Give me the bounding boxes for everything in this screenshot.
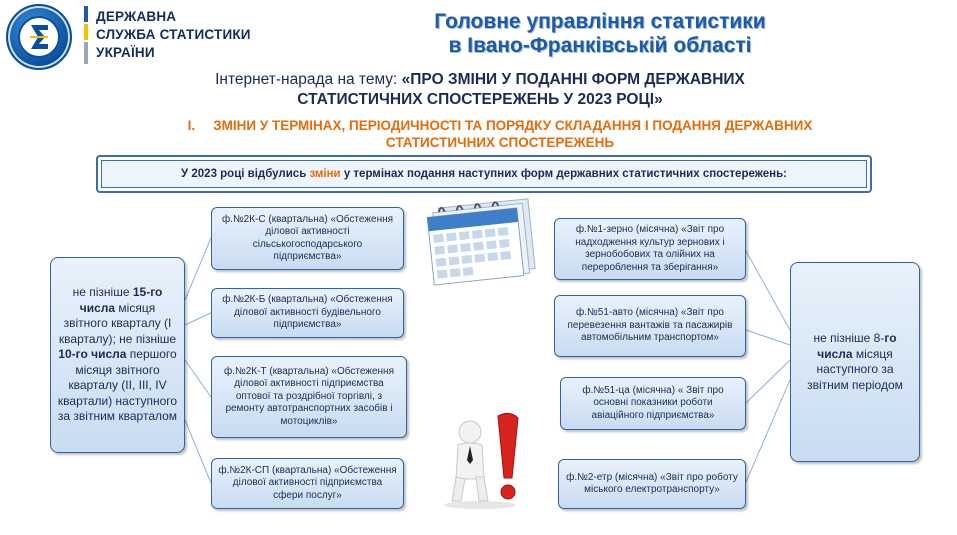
banner-text-after: у термінах подання наступних форм державних статистичних спостережень:: [340, 168, 787, 180]
calendar-icon: [420, 196, 545, 286]
title-line-2: СТАТИСТИЧНИХ СПОСТЕРЕЖЕНЬ У 2023 РОЦІ»: [297, 91, 663, 108]
form-box-text: ф.№2-етр (місячна) «Звіт про роботу міського електротранспорту»: [566, 471, 738, 495]
connector-line: [185, 360, 211, 397]
deadline-text: місяця звітного кварталу (І кварталу); не пізніше: [58, 300, 177, 346]
form-box-2k-s: [211, 207, 404, 270]
form-box-text: ф.№51-авто (місячна) «Звіт про перевезення вантажів та пасажирів автомобільним транспортом»: [567, 307, 733, 344]
form-box-text: ф.№1-зерно (місячна) «Звіт про надходження культур зернових і зернобобових та олійних на перероблення та зберігання»: [575, 224, 725, 273]
section-line-2: СТАТИСТИЧНИХ СПОСТЕРЕЖЕНЬ: [385, 135, 615, 150]
deadline-text: першого місяця звітного кварталу (ІІ, ІІІ, IV квартали) наступного за звітним кварталом: [57, 347, 178, 424]
connector-line: [746, 330, 790, 345]
department-line: в Івано-Франківській області: [448, 34, 752, 57]
title-prefix: Інтернет-нарада на тему:: [215, 71, 402, 88]
banner-text-before: У 2023 році відбулись: [181, 168, 310, 180]
form-box-51-tsa: [560, 377, 746, 430]
form-box-51-avto: [554, 295, 746, 357]
deadline-day: го числа: [817, 331, 897, 361]
agency-line: СЛУЖБА СТАТИСТИКИ: [96, 27, 251, 42]
deadline-day: 15-го числа: [79, 285, 163, 315]
form-box-text: ф.№2К-СП (квартальна) «Обстеження ділової активності підприємства сфери послуг»: [218, 464, 397, 501]
deadline-day: 10-го числа: [58, 347, 127, 362]
deadline-text: місяця наступного за звітним періодом: [807, 346, 903, 392]
form-box-1-zerno: [554, 218, 746, 280]
connector-line: [746, 251, 790, 330]
section-line-1: ЗМІНИ У ТЕРМІНАХ, ПЕРІОДИЧНОСТІ ТА ПОРЯДКУ СКЛАДАННЯ І ПОДАННЯ ДЕРЖАВНИХ: [213, 118, 813, 133]
banner-highlight: зміни: [309, 168, 341, 180]
left-deadline-box: [50, 257, 185, 453]
form-box-text: ф.№2К-Т (квартальна) «Обстеження ділової активності підприємства оптової та роздрібної торгівлі, з ремонту автотранспортних засобів і мотоциклів»: [224, 365, 394, 427]
title-line-1: «ПРО ЗМІНИ У ПОДАННІ ФОРМ ДЕРЖАВНИХ: [401, 71, 745, 88]
form-box-text: ф.№51-ца (місячна) « Звіт про основні показники роботи авіаційного підприємства»: [582, 384, 724, 421]
connector-line: [746, 380, 790, 482]
section-number: I.: [187, 118, 196, 133]
form-box-2k-b: [211, 288, 404, 338]
right-deadline-box: [790, 262, 920, 462]
deadline-text: не пізніше 8-: [813, 331, 885, 345]
form-box-2k-t: [211, 356, 407, 438]
connector-line: [185, 313, 211, 325]
agency-line: УКРАЇНИ: [96, 45, 155, 60]
form-box-text: ф.№2К-С (квартальна) «Обстеження ділової активності сільськогосподарського підприємства»: [221, 213, 394, 262]
connector-line: [185, 238, 211, 300]
connector-line: [185, 420, 211, 483]
form-box-2k-sp: [211, 458, 404, 509]
agency-line: ДЕРЖАВНА: [96, 9, 177, 24]
form-box-2-etr: [558, 459, 746, 509]
deadline-text: не пізніше: [72, 285, 133, 300]
department-line: Головне управління статистики: [434, 10, 766, 33]
person-exclamation-icon: [440, 410, 530, 510]
form-box-text: ф.№2К-Б (квартальна) «Обстеження ділової активності будівельного підприємства»: [222, 294, 393, 331]
